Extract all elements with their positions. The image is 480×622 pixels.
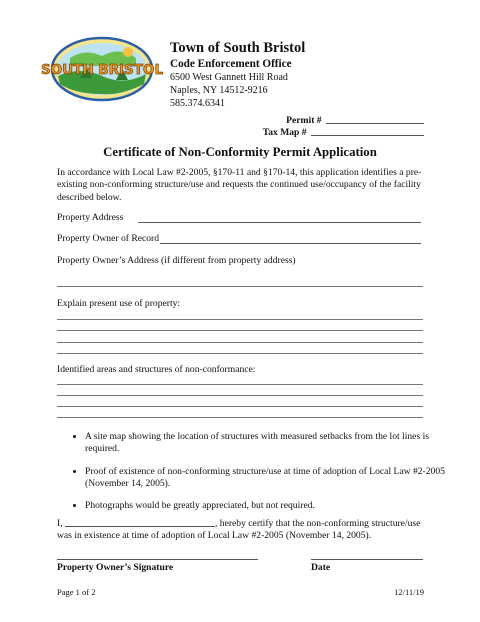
requirement-photographs: • Photographs would be greatly appreciated, but not required. xyxy=(85,500,451,512)
owner-of-record-line[interactable] xyxy=(160,243,421,244)
phone-number: 585.374.6341 xyxy=(170,98,225,109)
town-logo xyxy=(40,36,164,102)
certify-name-line[interactable] xyxy=(65,526,215,527)
revision-date: 12/11/19 xyxy=(394,587,424,597)
owner-address-line[interactable] xyxy=(57,286,423,287)
property-address-label: Property Address xyxy=(57,212,124,223)
page-number: Page 1 of 2 xyxy=(57,587,96,597)
date-line[interactable] xyxy=(311,559,423,560)
permit-label: Permit # xyxy=(286,115,322,126)
certification-statement xyxy=(57,518,423,543)
office-header xyxy=(170,40,370,110)
svg-text:SOUTH BRISTOL: SOUTH BRISTOL xyxy=(40,62,164,78)
permit-number-field[interactable] xyxy=(286,115,424,126)
owner-signature-label: Property Owner’s Signature xyxy=(57,562,174,573)
nonconformance-label: Identified areas and structures of non-conformance: xyxy=(57,364,256,375)
owner-signature-line[interactable] xyxy=(57,559,258,560)
present-use-line-1[interactable] xyxy=(57,319,423,320)
certify-text: , hereby certify that the non-conforming structure/use was in existence at time of adoption of Local Law #2-2005 (November 14, 2005). xyxy=(57,518,421,542)
form-title: Certificate of Non-Conformity Permit Application xyxy=(103,145,377,159)
certify-prefix: I, xyxy=(57,518,63,529)
present-use-line-3[interactable] xyxy=(57,342,423,343)
nonconformance-line-2[interactable] xyxy=(57,395,423,396)
owner-of-record-label: Property Owner of Record xyxy=(57,233,160,244)
owner-address-label: Property Owner’s Address (if different from property address) xyxy=(57,255,296,266)
address-line-1: 6500 West Gannett Hill Road xyxy=(170,72,288,83)
tax-map-line[interactable] xyxy=(311,135,424,136)
property-address-line[interactable] xyxy=(138,222,421,223)
nonconformance-line-4[interactable] xyxy=(57,417,423,418)
date-label: Date xyxy=(311,562,331,573)
office-name: Code Enforcement Office xyxy=(170,58,292,70)
permit-number-line[interactable] xyxy=(326,123,424,124)
requirement-proof: • Proof of existence of non-conforming structure/use at time of adoption of Local Law #2-2005 (November 14, 2005). xyxy=(85,466,451,491)
present-use-line-2[interactable] xyxy=(57,330,423,331)
nonconformance-line-1[interactable] xyxy=(57,384,423,385)
tax-map-label: Tax Map # xyxy=(262,127,307,138)
present-use-line-4[interactable] xyxy=(57,353,423,354)
present-use-label: Explain present use of property: xyxy=(57,298,181,309)
town-name: Town of South Bristol xyxy=(170,40,306,56)
requirements-list xyxy=(57,431,451,522)
nonconformance-line-3[interactable] xyxy=(57,406,423,407)
tax-map-field[interactable] xyxy=(263,127,424,138)
requirement-site-map: • A site map showing the location of structures with measured setbacks from the lot lines is required. xyxy=(85,431,451,456)
intro-paragraph: In accordance with Local Law #2-2005, §170-11 and §170-14, this application identifies a pre-existing non-conforming structure/use and requests the continued use/occupancy of the facility described below. xyxy=(57,167,422,203)
address-line-2: Naples, NY 14512-9216 xyxy=(170,85,268,96)
